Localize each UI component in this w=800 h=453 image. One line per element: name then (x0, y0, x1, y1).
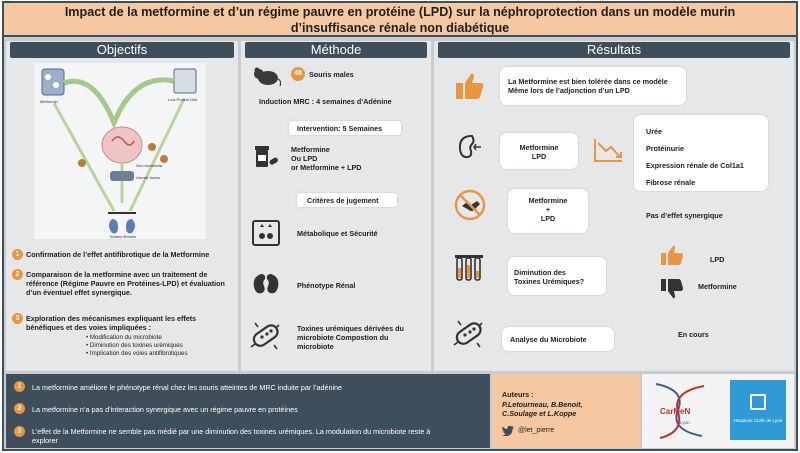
objectif-sub-item: • Diminution des toxines urémiques (86, 342, 188, 350)
induction-label: Induction MRC : 4 semaines d’Adénine (259, 97, 392, 106)
microbiota-label: Analyse du Microbiote (510, 335, 587, 344)
author-line-2: C.Soulage et L.Koppe (502, 409, 577, 418)
combination-line: + (545, 205, 551, 214)
toxins-line: Diminution des (514, 268, 566, 277)
toxins-line: Toxines Urémiques? (514, 277, 585, 286)
tolerance-line: Même lors de l’adjonction d’un LPD (508, 86, 630, 95)
microbiota-bacteria-icon (452, 319, 486, 349)
decrease-chart-icon (592, 135, 624, 165)
methode-header: Méthode (245, 42, 427, 58)
thumbs-up-small-icon (660, 243, 686, 267)
mice-label: Souris males (309, 70, 354, 79)
authors-panel (492, 374, 640, 448)
bacteria-icon (249, 321, 283, 351)
no-synergy-label: Pas d’effet synergique (646, 211, 723, 220)
objectifs-panel (6, 41, 238, 371)
objectifs-header: Objectifs (10, 42, 234, 58)
diagram-label-lpd: Low Protein Diet (168, 97, 198, 102)
objectif-number-3: 3 (12, 313, 23, 324)
decrease-list (646, 123, 770, 191)
toxins-text (514, 268, 608, 286)
toxins-up-label: LPD (710, 255, 725, 264)
thumbs-down-icon (660, 277, 686, 301)
metformine-lpd-text (500, 143, 578, 161)
metformine-lpd-line: LPD (531, 152, 547, 161)
objectif-sub-item: • Implication des voies antifibrotiques (86, 350, 188, 358)
conclusion-number-3: 3 (14, 426, 25, 437)
hcl-logo (730, 380, 786, 440)
resultats-panel (434, 41, 794, 371)
conclusion-text-2: La metformine n’a pas d’interaction synergique avec un régime pauvre en protéines (32, 405, 298, 414)
endpoint-toxins: Toxines urémiques dérivées du microbiote Compostion du microbiote (297, 324, 404, 351)
endpoint-renal: Phénotype Rénal (297, 281, 356, 290)
pill-bottle-icon (253, 143, 279, 169)
combination-text (508, 196, 588, 223)
combination-line: Metformine (528, 196, 568, 205)
conclusions-panel (6, 374, 490, 448)
treatment-item: Ou LPD (291, 154, 318, 163)
objectif-sub-list (86, 334, 188, 358)
diagram-label-gut: Gut microbiota (136, 163, 163, 168)
twitter-handle[interactable]: @let_pierre (518, 427, 555, 434)
decrease-item: Urée (646, 127, 662, 136)
authors-label: Auteurs : (502, 390, 534, 399)
resultats-header: Résultats (438, 42, 790, 58)
metformine-lpd-line: Metformine (519, 143, 559, 152)
title-line-2: d’insuffisance rénale non diabétique (290, 21, 510, 35)
mechanism-diagram (34, 63, 206, 239)
title-line-1: Impact de la metformine et d’un régime pauvre en protéine (LPD) sur la néphroprotection dans un modèle murin (64, 5, 736, 19)
carmen-logo-subtext: Lyon (680, 420, 690, 425)
carmen-logo (650, 380, 720, 442)
conclusion-number-2: 2 (14, 403, 25, 414)
carmen-logo-text: CarMeN (660, 407, 691, 416)
diagram-label-toxins: Uremic toxins (136, 175, 161, 180)
mice-count-badge: 48 (291, 67, 305, 81)
objectif-text-3: Exploration des mécanismes expliquant les effets bénéfiques et des voies impliquées : (26, 314, 197, 332)
twitter-icon (502, 426, 514, 436)
hcl-logo-text: Hospices Civils de Lyon (733, 418, 783, 423)
treatment-list (291, 145, 426, 172)
objectif-number-1: 1 (12, 249, 23, 260)
tolerance-text (508, 77, 688, 95)
logos-panel (642, 374, 794, 448)
objectif-text-1: Confirmation de l’effet antifibrotique de la Metformine (26, 250, 210, 259)
conclusion-text-3: L’effet de la Metformine ne semble pas médié par une diminution des toxines urémiques. La modulation du microbiote reste à explorer (32, 427, 431, 445)
diagram-label-kidney: Kidney fibrosis (110, 234, 137, 239)
treatment-item: Metformine (291, 145, 330, 154)
test-tubes-icon (452, 253, 486, 283)
objectif-number-2: 2 (12, 269, 23, 280)
intervention-label: Intervention: 5 Semaines (297, 124, 383, 133)
tolerance-line: La Metformine est bien tolérée dans ce modèle (508, 77, 668, 86)
no-handshake-icon (454, 189, 486, 221)
thumbs-up-icon (454, 71, 486, 101)
hcl-logo-mark (750, 394, 766, 410)
treatment-item: or Metformine + LPD (291, 163, 362, 172)
conclusion-text-1: La metformine améliore le phénotype rénal chez les souris atteintes de MRC induite par l’adénine (32, 383, 343, 392)
diagram-label-metformin: Metformin (40, 99, 58, 104)
endpoint-metabolic: Métabolique et Sécurité (297, 229, 378, 238)
mouse-icon (251, 65, 281, 87)
decrease-item: Fibrose rénale (646, 178, 696, 187)
decrease-item: Expression rénale de Col1a1 (646, 161, 744, 170)
conclusion-number-1: 1 (14, 381, 25, 392)
objectif-sub-item: • Modification du microbiote (86, 334, 188, 342)
decrease-item: Protéinurie (646, 144, 684, 153)
objectif-text-2: Comparaison de la metformine avec un traitement de référence (Régime Pauvre en Protéines-LPD) et évaluation d’un éventuel effet synergique. (26, 270, 225, 297)
combination-line: LPD (540, 214, 556, 223)
kidney-outline-icon (456, 133, 484, 161)
toxins-down-label: Metformine (698, 282, 737, 291)
author-line-1: P.Letourneau, B.Benoit, (502, 400, 583, 409)
criteria-label: Critères de jugement (307, 196, 379, 205)
methode-panel (241, 41, 431, 371)
pending-label: En cours (678, 330, 709, 339)
scale-icon (251, 219, 281, 247)
kidney-icon (251, 271, 281, 297)
poster-title (4, 3, 796, 37)
